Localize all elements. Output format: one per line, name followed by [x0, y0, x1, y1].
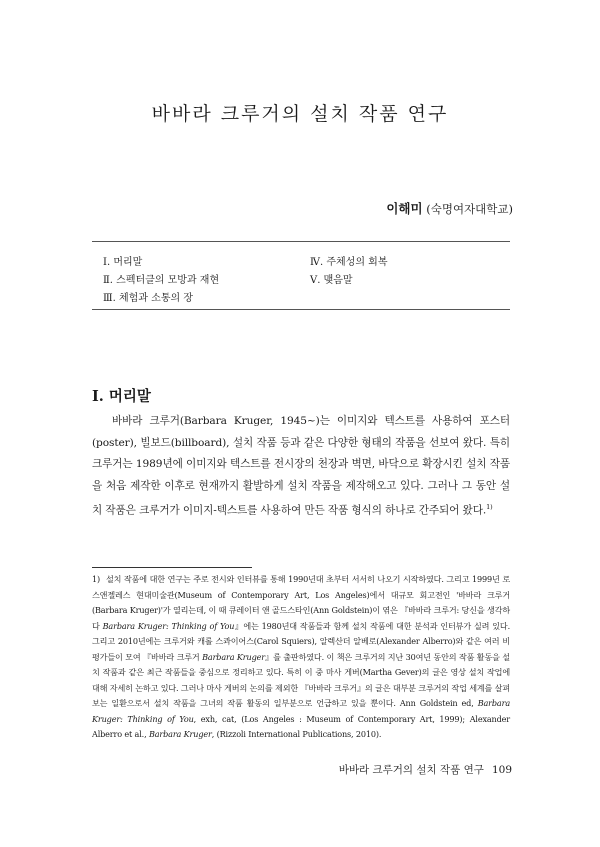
footnote-italic-title: Barbara Kruger: [148, 729, 212, 739]
toc-item: [103, 289, 193, 304]
page-number: 109: [491, 764, 512, 776]
footnote-italic-title: Barbara Kruger: [202, 651, 265, 662]
toc-item: [103, 271, 219, 286]
footnote-rule: [92, 567, 252, 568]
paper-title: 바바라 크루거의 설치 작품 연구: [151, 102, 449, 125]
toc-bottom-rule: [92, 309, 510, 310]
section-title: 머리말: [108, 388, 151, 406]
toc-item-number: Ⅴ.: [310, 275, 321, 286]
toc-item-label: 체험과 소통의 장: [119, 293, 193, 304]
toc-item: [310, 271, 353, 286]
body-paragraph: [92, 411, 510, 522]
author-affiliation: (숙명여자대학교): [426, 202, 513, 216]
running-footer: [339, 762, 512, 777]
author-name: 이해미: [386, 201, 423, 216]
toc-item: [310, 253, 388, 268]
section-heading: [92, 385, 151, 406]
toc-item-number: Ⅲ.: [103, 293, 116, 304]
footnote-number: 1): [92, 574, 101, 584]
toc-item-label: 맺음말: [323, 275, 353, 286]
footnote-text: 』에는 1980년대 작품들과 함께 설치 작품에 대한 분석과 인터뷰가 실려 있다. 그리고 2010년에는 크루거와 캐롤 스콰이어스(Carol Squiers), 알렉산더 알베로(Alexander Alberro)와 같은 여러 비평가들이 모여 『바바라 크루거: [92, 620, 510, 662]
footnote-italic-title: Barbara Kruger: Thinking of You: [92, 698, 510, 724]
footnote-italic-title: Barbara Kruger: Thinking of You: [102, 620, 235, 631]
footnote: [92, 572, 510, 743]
toc-item-label: 스펙터클의 모방과 재현: [116, 275, 220, 286]
running-title: 바바라 크루거의 설치 작품 연구: [338, 764, 484, 776]
footnote-text: , (Rizzoli International Publications, 2010).: [211, 729, 382, 739]
toc-item-label: 머리말: [113, 257, 143, 268]
toc-item-label: 주체성의 회복: [326, 257, 388, 268]
footnote-text: , exh, cat, (Los Angeles : Museum of Contemporary Art, 1999); Alexander Alberro et al.,: [92, 713, 511, 739]
author-line: [386, 199, 513, 217]
toc-top-rule: [92, 241, 510, 242]
toc-item-number: Ⅳ.: [310, 257, 324, 268]
footnote-text: 설치 작품에 대한 연구는 주로 전시와 인터뷰를 통해 1990년대 초부터 서서히 나오기 시작하였다. 그리고 1999년 로스앤젤레스 현대미술관(Museum of Contemporary Art, Los Angeles)에서 대규모 회고전인 '바바라 크루거(Barbara Kruger)'가 열리는데, 이 때 큐레이터 앤 골드스타인(Ann Goldstein)이 엮은 『바바라 크루거: 당신을 생각하다: [92, 574, 510, 631]
section-number: Ⅰ.: [92, 388, 104, 406]
paragraph-text: 바바라 크루거(Barbara Kruger, 1945~)는 이미지와 텍스트를 사용하여 포스터(poster), 빌보드(billboard), 설치 작품 등과 같은 다양한 형태의 작품을 선보여 왔다. 특히 크루거는 1989년에 이미지와 텍스트를 전시장의 천장과 벽면, 바닥으로 확장시킨 설치 작품을 처음 제작한 이후로 현재까지 활발하게 설치 작품을 제작해오고 있다. 그러나 그 동안 설치 작품은 크루거가 이미지-텍스트를 사용하여 만든 작품 형식의 하나로 간주되어 왔다.: [92, 415, 510, 517]
footnote-marker[interactable]: 1): [486, 503, 493, 511]
toc-item: [103, 253, 142, 268]
toc-item-number: Ⅰ.: [103, 257, 111, 268]
footnote-text: 』를 출판하였다. 이 책은 크루거의 지난 30여년 동안의 작품 활동을 설치 작품과 같은 최근 작품들을 중심으로 정리하고 있다. 특히 이 중 마사 게버(Martha Gever)의 글은 영상 설치 작업에 대해 자세히 논하고 있다. 그러나 마사 게버의 논의를 제외한 『바바라 크루거』의 글은 대부분 크루거의 작업 세계를 살펴보는 일환으로서 설치 작품을 그녀의 작품 활동의 일부분으로 언급하고 있을 뿐이다. Ann Goldstein ed,: [92, 651, 510, 708]
toc-item-number: Ⅱ.: [103, 275, 113, 286]
